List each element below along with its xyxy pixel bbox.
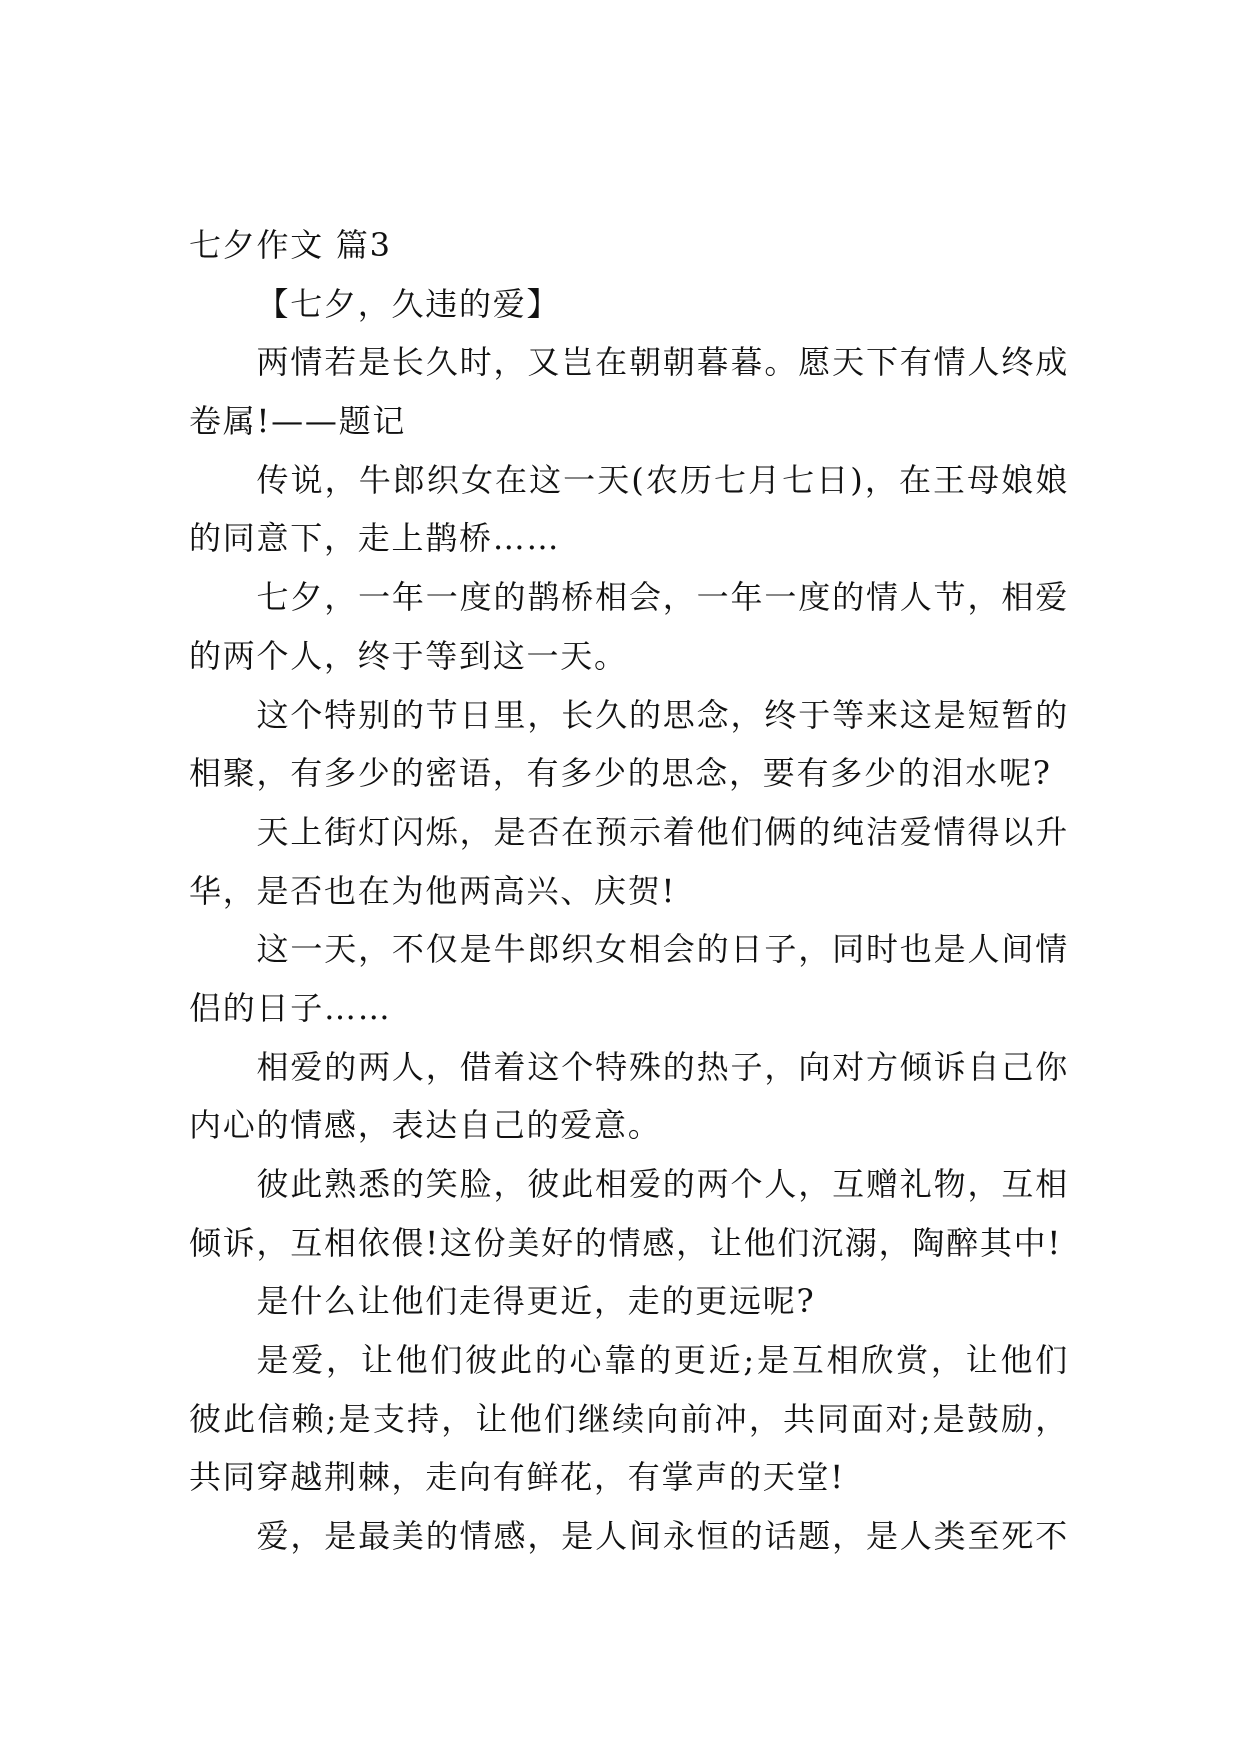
paragraph-line: 传说，牛郎织女在这一天(农历七月七日)，在王母娘娘 xyxy=(256,460,1069,499)
paragraph xyxy=(189,568,1069,685)
page-title: 七夕作文 篇3 xyxy=(189,226,392,264)
essay-title-text: 【七夕，久违的爱】 xyxy=(256,284,561,323)
paragraph-line: 侣的日子…… xyxy=(189,988,392,1027)
document-body xyxy=(189,216,1069,1566)
paragraph-line: 这一天，不仅是牛郎织女相会的日子，同时也是人间情 xyxy=(256,930,1069,969)
paragraph xyxy=(189,1331,1069,1507)
paragraph-line: 的两个人，终于等到这一天。 xyxy=(189,636,628,675)
paragraph-line: 共同穿越荆棘，走向有鲜花，有掌声的天堂! xyxy=(189,1458,845,1497)
paragraph-line: 两情若是长久时，又岂在朝朝暮暮。愿天下有情人终成 xyxy=(256,343,1069,382)
paragraph-line: 彼此信赖;是支持，让他们继续向前冲，共同面对;是鼓励， xyxy=(189,1399,1069,1438)
paragraph-line: 爱，是最美的情感，是人间永恒的话题，是人类至死不 xyxy=(256,1517,1069,1556)
paragraph xyxy=(189,803,1069,920)
paragraph-line: 七夕，一年一度的鹊桥相会，一年一度的情人节，相爱 xyxy=(256,578,1069,617)
paragraph-line: 是什么让他们走得更近，走的更远呢? xyxy=(256,1282,816,1321)
paragraph-line: 这个特别的节日里，长久的思念，终于等来这是短暂的 xyxy=(256,695,1069,734)
paragraph-line: 天上街灯闪烁，是否在预示着他们俩的纯洁爱情得以升 xyxy=(256,812,1069,851)
paragraph xyxy=(189,1155,1069,1272)
paragraph-line: 内心的情感，表达自己的爱意。 xyxy=(189,1106,662,1145)
paragraph-epigraph xyxy=(189,333,1069,450)
paragraph xyxy=(189,451,1069,568)
paragraph-line: 的同意下，走上鹊桥…… xyxy=(189,519,561,558)
paragraph-line: 相聚，有多少的密语，有多少的思念，要有多少的泪水呢? xyxy=(189,754,1052,793)
paragraph xyxy=(189,920,1069,1037)
paragraph-line: 是爱，让他们彼此的心靠的更近;是互相欣赏，让他们 xyxy=(256,1341,1069,1380)
paragraph-line: 彼此熟悉的笑脸，彼此相爱的两个人，互赠礼物，互相 xyxy=(256,1165,1069,1203)
paragraph xyxy=(189,1038,1069,1155)
paragraph-line: 华，是否也在为他两高兴、庆贺! xyxy=(189,871,677,910)
paragraph xyxy=(189,1507,1069,1566)
paragraph-line: 卷属!——题记 xyxy=(189,402,407,441)
paragraph-line: 相爱的两人，借着这个特殊的热子，向对方倾诉自己你 xyxy=(256,1047,1069,1086)
paragraph xyxy=(189,1272,1069,1331)
paragraph-line: 倾诉，互相依偎!这份美好的情感，让他们沉溺，陶醉其中! xyxy=(189,1223,1062,1262)
paragraph xyxy=(189,686,1069,803)
essay-title xyxy=(189,275,1069,334)
